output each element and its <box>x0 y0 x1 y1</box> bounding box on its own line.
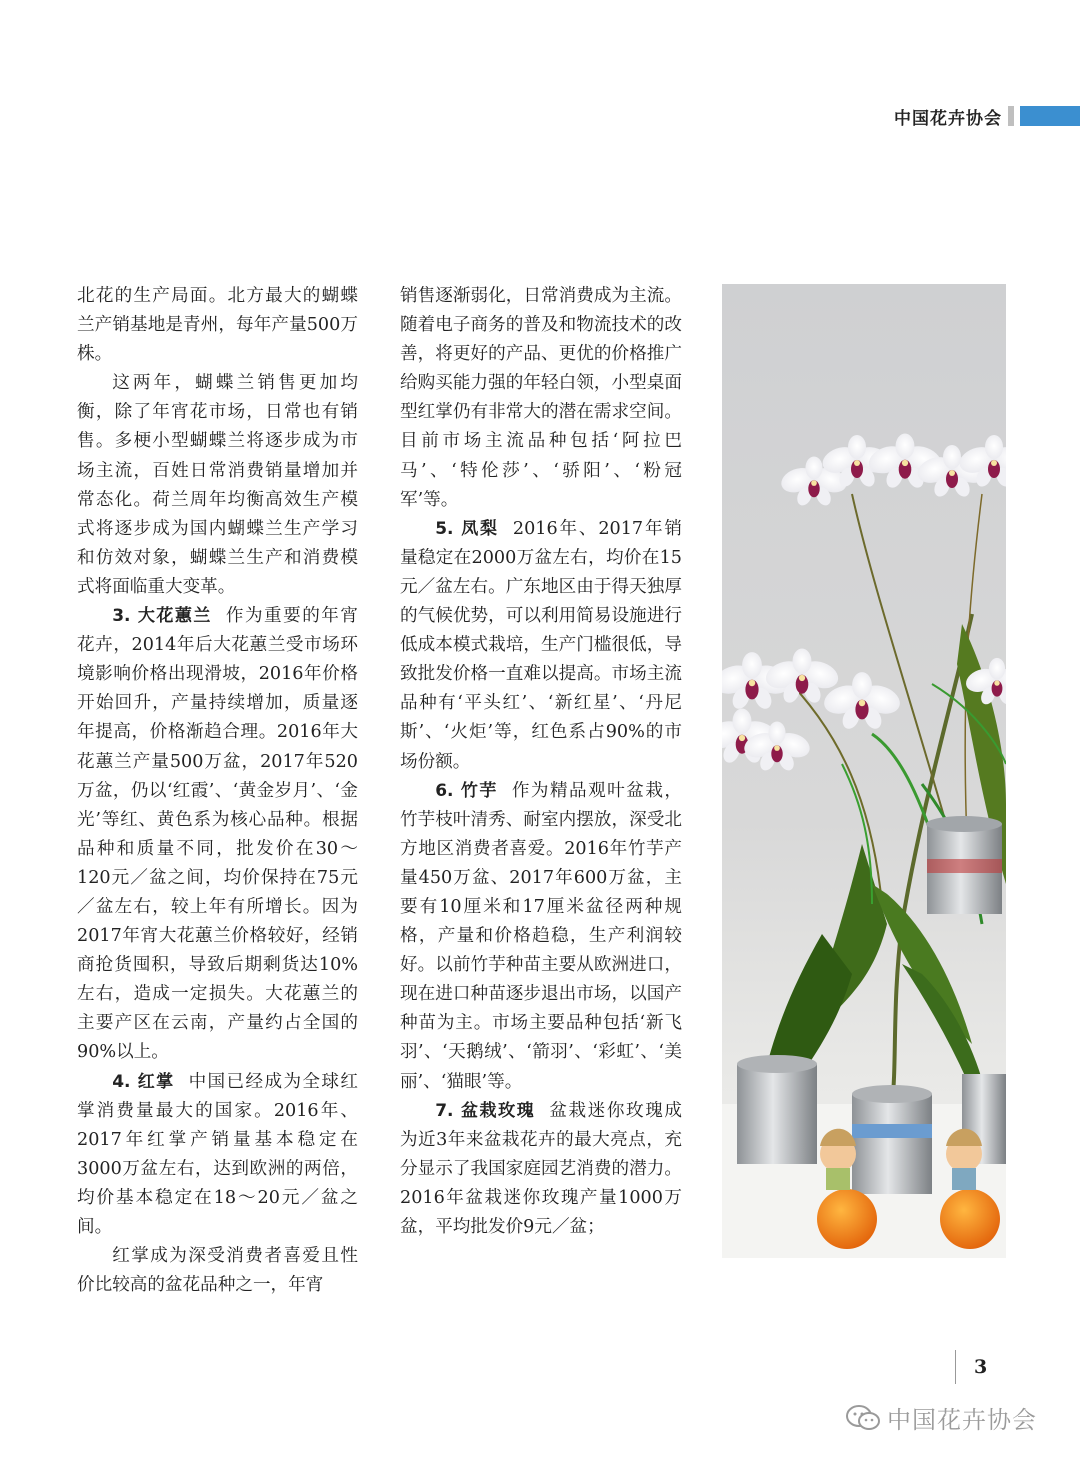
paragraph: 5. 凤梨 2016年、2017年销量稳定在2000万盆左右，均价在15元／盆左右。广东地区由于得天独厚的气候优势，可以利用简易设施进行低成本模式栽培，生产门槛很低，导致批发价格一直难以提高。市场主流品种有‘平头红’、‘新红星’、‘丹尼斯’、‘火炬’等，红色系占90%的市场份额。 <box>400 518 682 772</box>
paragraph: 3. 大花蕙兰 作为重要的年宵花卉，2014年后大花蕙兰受市场环境影响价格出现滑坡，2016年价格开始回升，产量持续增加，质量逐年提高，价格渐趋合理。2016年大花蕙兰产量500万盆，2017年520万盆，仍以‘红霞’、‘黄金岁月’、‘金光’等红、黄色系为核心品种。根据品种和质量不同，批发价在30～120元／盆之间，均价保持在75元／盆左右，较上年有所增长。因为2017年宵大花蕙兰价格较好，经销商抢货囤积，导致后期剩货达10%左右，造成一定损失。大花蕙兰的主要产区在云南，产量约占全国的90%以上。 <box>77 606 358 1063</box>
paragraph: 红掌成为深受消费者喜爱且性价比较高的盆花品种之一，年宵 <box>77 1246 358 1296</box>
text-column-middle <box>400 282 682 1242</box>
header-organization: 中国花卉协会 <box>894 109 1002 129</box>
section-heading: 4. 红掌 <box>112 1071 175 1092</box>
section-heading: 5. 凤梨 <box>435 518 499 539</box>
paragraph: 4. 红掌 中国已经成为全球红掌消费量最大的国家。2016年、2017年红掌产销量基本稳定在3000万盆左右，达到欧洲的两倍，均价基本稳定在18～20元／盆之间。 <box>77 1071 358 1237</box>
section-heading: 7. 盆栽玫瑰 <box>435 1100 536 1121</box>
page-number: 3 <box>974 1356 988 1378</box>
paragraph: 销售逐渐弱化，日常消费成为主流。随着电子商务的普及和物流技术的改善，将更好的产品、更优的价格推广给购买能力强的年轻白领，小型桌面型红掌仍有非常大的潜在需求空间。目前市场主流品种包括‘阿拉巴马’、‘特伦莎’、‘骄阳’、‘粉冠军’等。 <box>400 286 682 510</box>
watermark <box>845 1400 1037 1435</box>
paragraph: 7. 盆栽玫瑰 盆栽迷你玫瑰成为近3年来盆栽花卉的最大亮点，充分显示了我国家庭园艺消费的潜力。2016年盆栽迷你玫瑰产量1000万盆，平均批发价9元／盆； <box>400 1100 682 1237</box>
watermark-text: 中国花卉协会 <box>887 1406 1037 1434</box>
paragraph: 这两年，蝴蝶兰销售更加均衡，除了年宵花市场，日常也有销售。多梗小型蝴蝶兰将逐步成为市场主流，百姓日常消费销量增加并常态化。荷兰周年均衡高效生产模式将逐步成为国内蝴蝶兰生产学习和仿效对象，蝴蝶兰生产和消费模式将面临重大变革。 <box>77 373 358 597</box>
page-number-separator <box>955 1350 956 1384</box>
header-accent-bar <box>1020 106 1080 126</box>
section-heading: 3. 大花蕙兰 <box>112 606 212 627</box>
wechat-icon <box>845 1404 881 1432</box>
header-separator <box>1008 106 1014 126</box>
text-column-left <box>77 282 358 1300</box>
paragraph: 北花的生产局面。北方最大的蝴蝶兰产销基地是青州，每年产量500万株。 <box>77 286 358 365</box>
orchid-photo <box>722 284 1006 1258</box>
paragraph: 6. 竹芋 作为精品观叶盆栽，竹芋枝叶清秀、耐室内摆放，深受北方地区消费者喜爱。2016年竹芋产量450万盆、2017年600万盆，主要有10厘米和17厘米盆径两种规格，产量和价格趋稳，生产利润较好。以前竹芋种苗主要从欧洲进口，现在进口种苗逐步退出市场，以国产种苗为主。市场主要品种包括‘新飞羽’、‘天鹅绒’、‘箭羽’、‘彩虹’、‘美丽’、‘猫眼’等。 <box>400 780 682 1092</box>
section-heading: 6. 竹芋 <box>435 780 498 801</box>
